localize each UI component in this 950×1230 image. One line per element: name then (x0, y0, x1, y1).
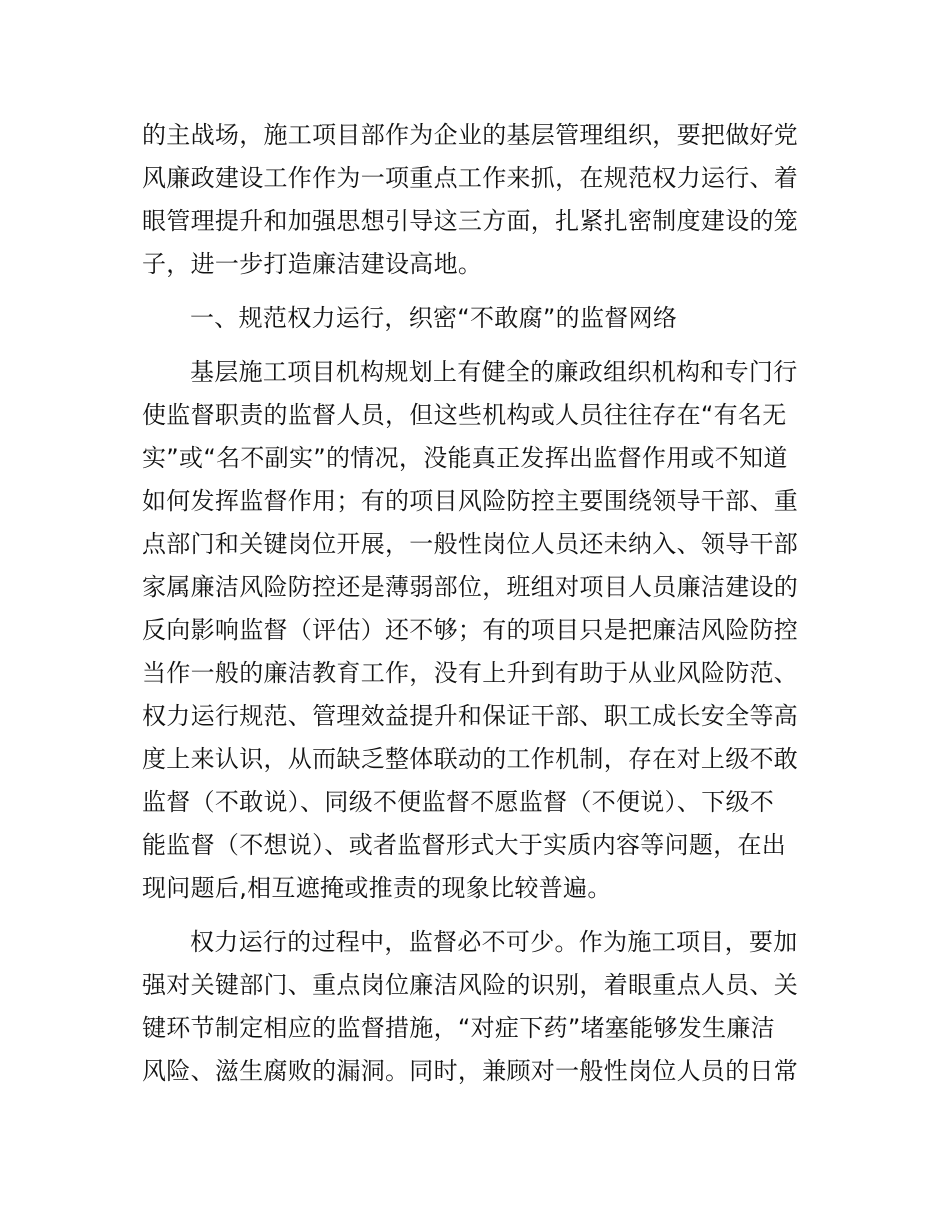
text-line: 基层施工项目机构规划上有健全的廉政组织机构和专门行 (190, 358, 798, 386)
text-line: 风廉政建设工作作为一项重点工作来抓，在规范权力运行、着 (142, 164, 799, 192)
text-line: 点部门和关键岗位开展，一般性岗位人员还未纳入、领导干部 (142, 530, 799, 558)
text-line: 键环节制定相应的监督措施，“对症下药”堵塞能够发生廉洁 (142, 1014, 775, 1042)
text-line: 实”或“名不副实”的情况，没能真正发挥出监督作用或不知道 (142, 444, 788, 472)
text-line: 现问题后,相互遮掩或推责的现象比较普遍。 (142, 874, 612, 902)
text-line: 家属廉洁风险防控还是薄弱部位，班组对项目人员廉洁建设的 (142, 573, 799, 601)
text-line: 能监督（不想说）、或者监督形式大于实质内容等问题，在出 (142, 831, 787, 859)
text-line: 权力运行的过程中，监督必不可少。作为施工项目，要加 (190, 928, 798, 956)
text-line: 权力运行规范、管理效益提升和保证干部、职工成长安全等高 (142, 702, 799, 730)
text-line: 强对关键部门、重点岗位廉洁风险的识别，着眼重点人员、关 (142, 971, 799, 999)
text-line: 度上来认识，从而缺乏整体联动的工作机制，存在对上级不敢 (142, 745, 799, 773)
text-line: 风险、滋生腐败的漏洞。同时，兼顾对一般性岗位人员的日常 (142, 1057, 799, 1085)
text-line: 使监督职责的监督人员，但这些机构或人员往往存在“有名无 (142, 401, 787, 429)
text-line: 如何发挥监督作用；有的项目风险防控主要围绕领导干部、重 (142, 487, 799, 515)
text-line: 眼管理提升和加强思想引导这三方面，扎紧扎密制度建设的笼 (142, 207, 799, 235)
section-heading: 一、规范权力运行，织密“不敢腐”的监督网络 (190, 304, 678, 332)
text-line: 当作一般的廉洁教育工作，没有上升到有助于从业风险防范、 (142, 659, 799, 687)
text-line: 子，进一步打造廉洁建设高地。 (142, 250, 483, 278)
text-line: 的主战场，施工项目部作为企业的基层管理组织，要把做好党 (142, 121, 799, 149)
text-line: 反向影响监督（评估）还不够；有的项目只是把廉洁风险防控 (142, 616, 799, 644)
text-line: 监督（不敢说）、同级不便监督不愿监督（不便说）、下级不 (142, 788, 775, 816)
